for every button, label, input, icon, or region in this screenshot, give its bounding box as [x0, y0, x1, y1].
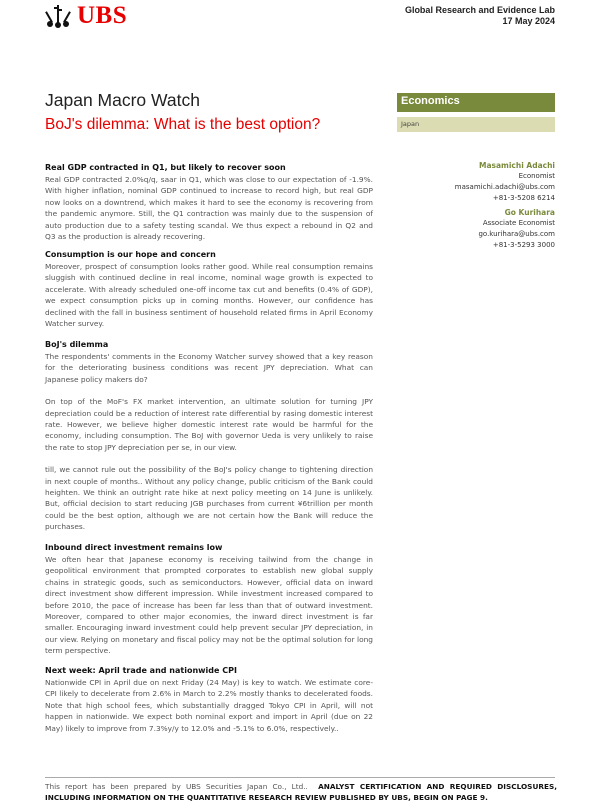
ubs-logo — [45, 2, 127, 30]
page-title: Japan Macro Watch — [45, 90, 200, 110]
keys-icon — [45, 3, 71, 29]
footer-text: This report has been prepared by UBS Securities Japan Co., Ltd.. — [45, 782, 308, 791]
section-heading: Real GDP contracted in Q1, but likely to recover soon — [45, 163, 286, 172]
author-phone: +81-3-5208 6214 — [492, 194, 555, 202]
section-consumption — [45, 249, 373, 329]
paragraph: Real GDP contracted 2.0%q/q, saar in Q1, which was close to our expectation of -1.9%. With higher inflation, nominal GDP continued to increase to record high, but real GDP now looks on a downtrend, which makes it hard to see the economy is recovering from the pandemic anymore. Still, the Q1 contraction was mainly due to the suspension of auto production due to a safety testing scandal. We thus expect a rebound in Q2 and Q3 as the production is already recovering. — [45, 175, 373, 242]
paragraph: Moreover, prospect of consumption looks rather good. While real consumption remains sluggish with continued decline in real income, nominal wage growth is expected to accelerate. With already scheduled one-off income tax cut and benefits (0.4% of GDP), we expect consumption picks up in coming months. However, our confidence has declined with the fall in business sentiment of household related firms in April Economy Watcher survey. — [45, 262, 373, 329]
section-inbound — [45, 542, 373, 657]
category-banner: Economics — [397, 93, 555, 112]
report-date: 17 May 2024 — [502, 16, 555, 26]
footer-divider — [45, 777, 555, 778]
author-email[interactable]: go.kurihara@ubs.com — [478, 230, 555, 238]
footer-disclosure: ANALYST CERTIFICATION AND REQUIRED DISCLOSURES, INCLUDING INFORMATION ON THE QUANTITATIVE RESEARCH REVIEW PUBLISHED BY UBS, BEGIN ON PAGE 9. — [45, 782, 557, 802]
author-email[interactable]: masamichi.adachi@ubs.com — [454, 183, 555, 191]
report-header — [405, 5, 555, 27]
author-phone: +81-3-5293 3000 — [492, 241, 555, 249]
paragraph: The respondents' comments in the Economy Watcher survey showed that a key reason for the deteriorating business conditions was recent JPY depreciation. What can Japanese policy makers do? — [45, 352, 373, 384]
section-heading: Inbound direct investment remains low — [45, 543, 223, 552]
paragraph: Nationwide CPI in April due on next Friday (24 May) is key to watch. We estimate core-CPI likely to decelerate from 2.6% in March to 2.2% mostly thanks to decelerated foods. Note that high school fees, which substantially dragged Tokyo CPI in April, will not happen in nationwide. We expect both nominal export and import in April (due on 22 May) likely to improve from 7.3%y/y to 12.0% and -5.1% to 6.0%, respectively.. — [45, 678, 373, 733]
author-role: Economist — [518, 172, 555, 180]
section-next-week — [45, 665, 373, 734]
region-banner: Japan — [397, 117, 555, 132]
paragraph: till, we cannot rule out the possibility of the BoJ's policy change to tightening direction in next couple of months.. Without any policy change, public criticism of the Bank could heighten. We think an outright rate hike at next policy meeting on 14 June is unlikely. But, official decision to start reducing JGB purchases from current ¥6trillion per month could be the best option, although we are not certain how the Bank will reduce the purchases. — [45, 465, 373, 532]
author-list — [455, 160, 555, 251]
section-heading: BoJ's dilemma — [45, 340, 109, 349]
section-heading: Next week: April trade and nationwide CPI — [45, 666, 237, 675]
author-role: Associate Economist — [482, 219, 555, 227]
author-name: Go Kurihara — [504, 208, 555, 217]
section-boj — [45, 339, 373, 533]
section-gdp — [45, 162, 373, 242]
brand-name: UBS — [77, 2, 128, 29]
section-heading: Consumption is our hope and concern — [45, 250, 216, 259]
paragraph: We often hear that Japanese economy is receiving tailwind from the change in geopolitical environment that prompted corporates to establish new global supply chains in strategic goods, such as semiconductors. However, official data on inward direct investment show different impression. While investment increased compared to before 2010, the pace of increase has been far less than that of outward investment. Moreover, compared to other major economies, the inward direct investment is far smaller. Encouraging inward investment could help prevent secular JPY depreciation, in our view. Relying on monetary and fiscal policy may not be the optimal solution for long term perspective. — [45, 555, 373, 656]
page-subtitle: BoJ's dilemma: What is the best option? — [45, 116, 321, 133]
paragraph: On top of the MoF's FX market intervention, an ultimate solution for turning JPY depreciation could be a reduction of interest rate differential by rasing domestic interest rate. However, we believe higher domestic interest rate would be harmful for the economy, including consumption. The BoJ with governor Ueda is very unlikely to raise the rate to stop JPY depreciation per se, in our view. — [45, 397, 373, 452]
author-name: Masamichi Adachi — [479, 161, 555, 170]
lab-name: Global Research and Evidence Lab — [404, 5, 555, 15]
